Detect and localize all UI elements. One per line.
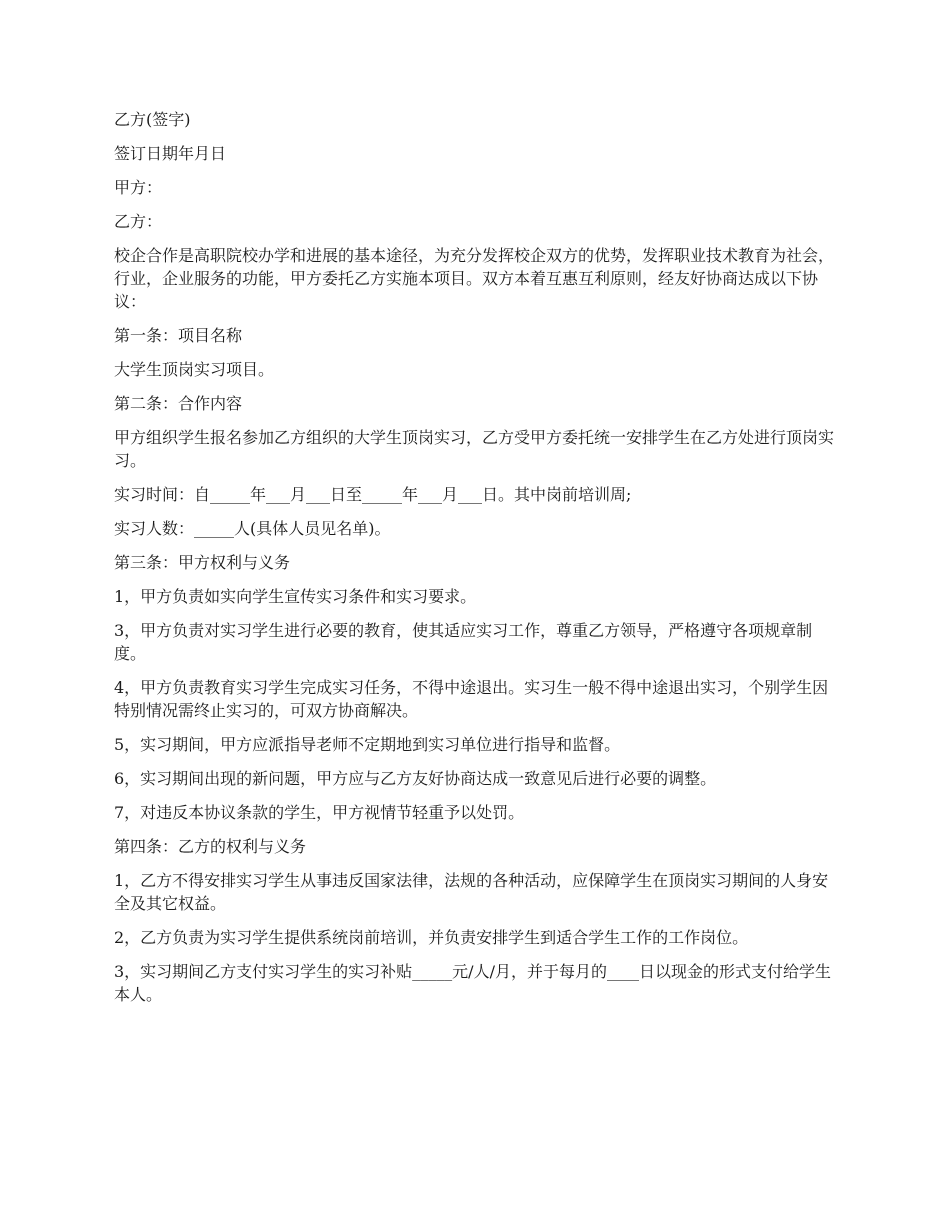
article-3-clause-5: 5，实习期间，甲方应派指导老师不定期地到实习单位进行指导和监督。: [114, 735, 621, 754]
article-3-clause-4: 4，甲方负责教育实习学生完成实习任务，不得中途退出。实习生一般不得中途退出实习，个别学生因特别情况需终止实习的，可双方协商解决。: [114, 678, 829, 720]
signature-party-b: 乙方(签字): [114, 110, 191, 129]
preamble-paragraph: 校企合作是高职院校办学和进展的基本途径，为充分发挥校企双方的优势，发挥职业技术教育为社会，行业，企业服务的功能，甲方委托乙方实施本项目。双方本着互惠互利原则，经友好协商达成以下协议：: [114, 246, 835, 311]
document-body: [114, 108, 840, 1017]
internship-period: 实习时间：自_____年___月___日至_____年___月___日。其中岗前培训周;: [114, 485, 632, 504]
article-2-content: 甲方组织学生报名参加乙方组织的大学生顶岗实习，乙方受甲方委托统一安排学生在乙方处进行顶岗实习。: [114, 428, 835, 470]
article-3-clause-3: 3，甲方负责对实习学生进行必要的教育，使其适应实习工作，尊重乙方领导，严格遵守各项规章制度。: [114, 621, 813, 663]
article-1-heading: 第一条：项目名称: [114, 326, 243, 345]
article-4-clause-3: 3，实习期间乙方支付实习学生的实习补贴_____元/人/月，并于每月的____日以现金的形式支付给学生本人。: [114, 962, 831, 1004]
article-2-heading: 第二条：合作内容: [114, 394, 243, 413]
party-b-label: 乙方：: [114, 212, 163, 231]
article-1-content: 大学生顶岗实习项目。: [114, 360, 275, 379]
article-3-clause-1: 1，甲方负责如实向学生宣传实习条件和实习要求。: [114, 587, 477, 606]
article-4-heading: 第四条：乙方的权利与义务: [114, 837, 307, 856]
internship-headcount: 实习人数：_____人(具体人员见名单)。: [114, 519, 391, 538]
article-3-clause-6: 6，实习期间出现的新问题，甲方应与乙方友好协商达成一致意见后进行必要的调整。: [114, 769, 717, 788]
article-4-clause-1: 1，乙方不得安排实习学生从事违反国家法律，法规的各种活动，应保障学生在顶岗实习期间的人身安全及其它权益。: [114, 871, 829, 913]
party-a-label: 甲方：: [114, 178, 163, 197]
article-3-clause-7: 7，对违反本协议条款的学生，甲方视情节轻重予以处罚。: [114, 803, 525, 822]
signing-date: 签订日期年月日: [114, 144, 227, 163]
article-4-clause-2: 2，乙方负责为实习学生提供系统岗前培训，并负责安排学生到适合学生工作的工作岗位。: [114, 928, 749, 947]
article-3-heading: 第三条：甲方权利与义务: [114, 553, 291, 572]
